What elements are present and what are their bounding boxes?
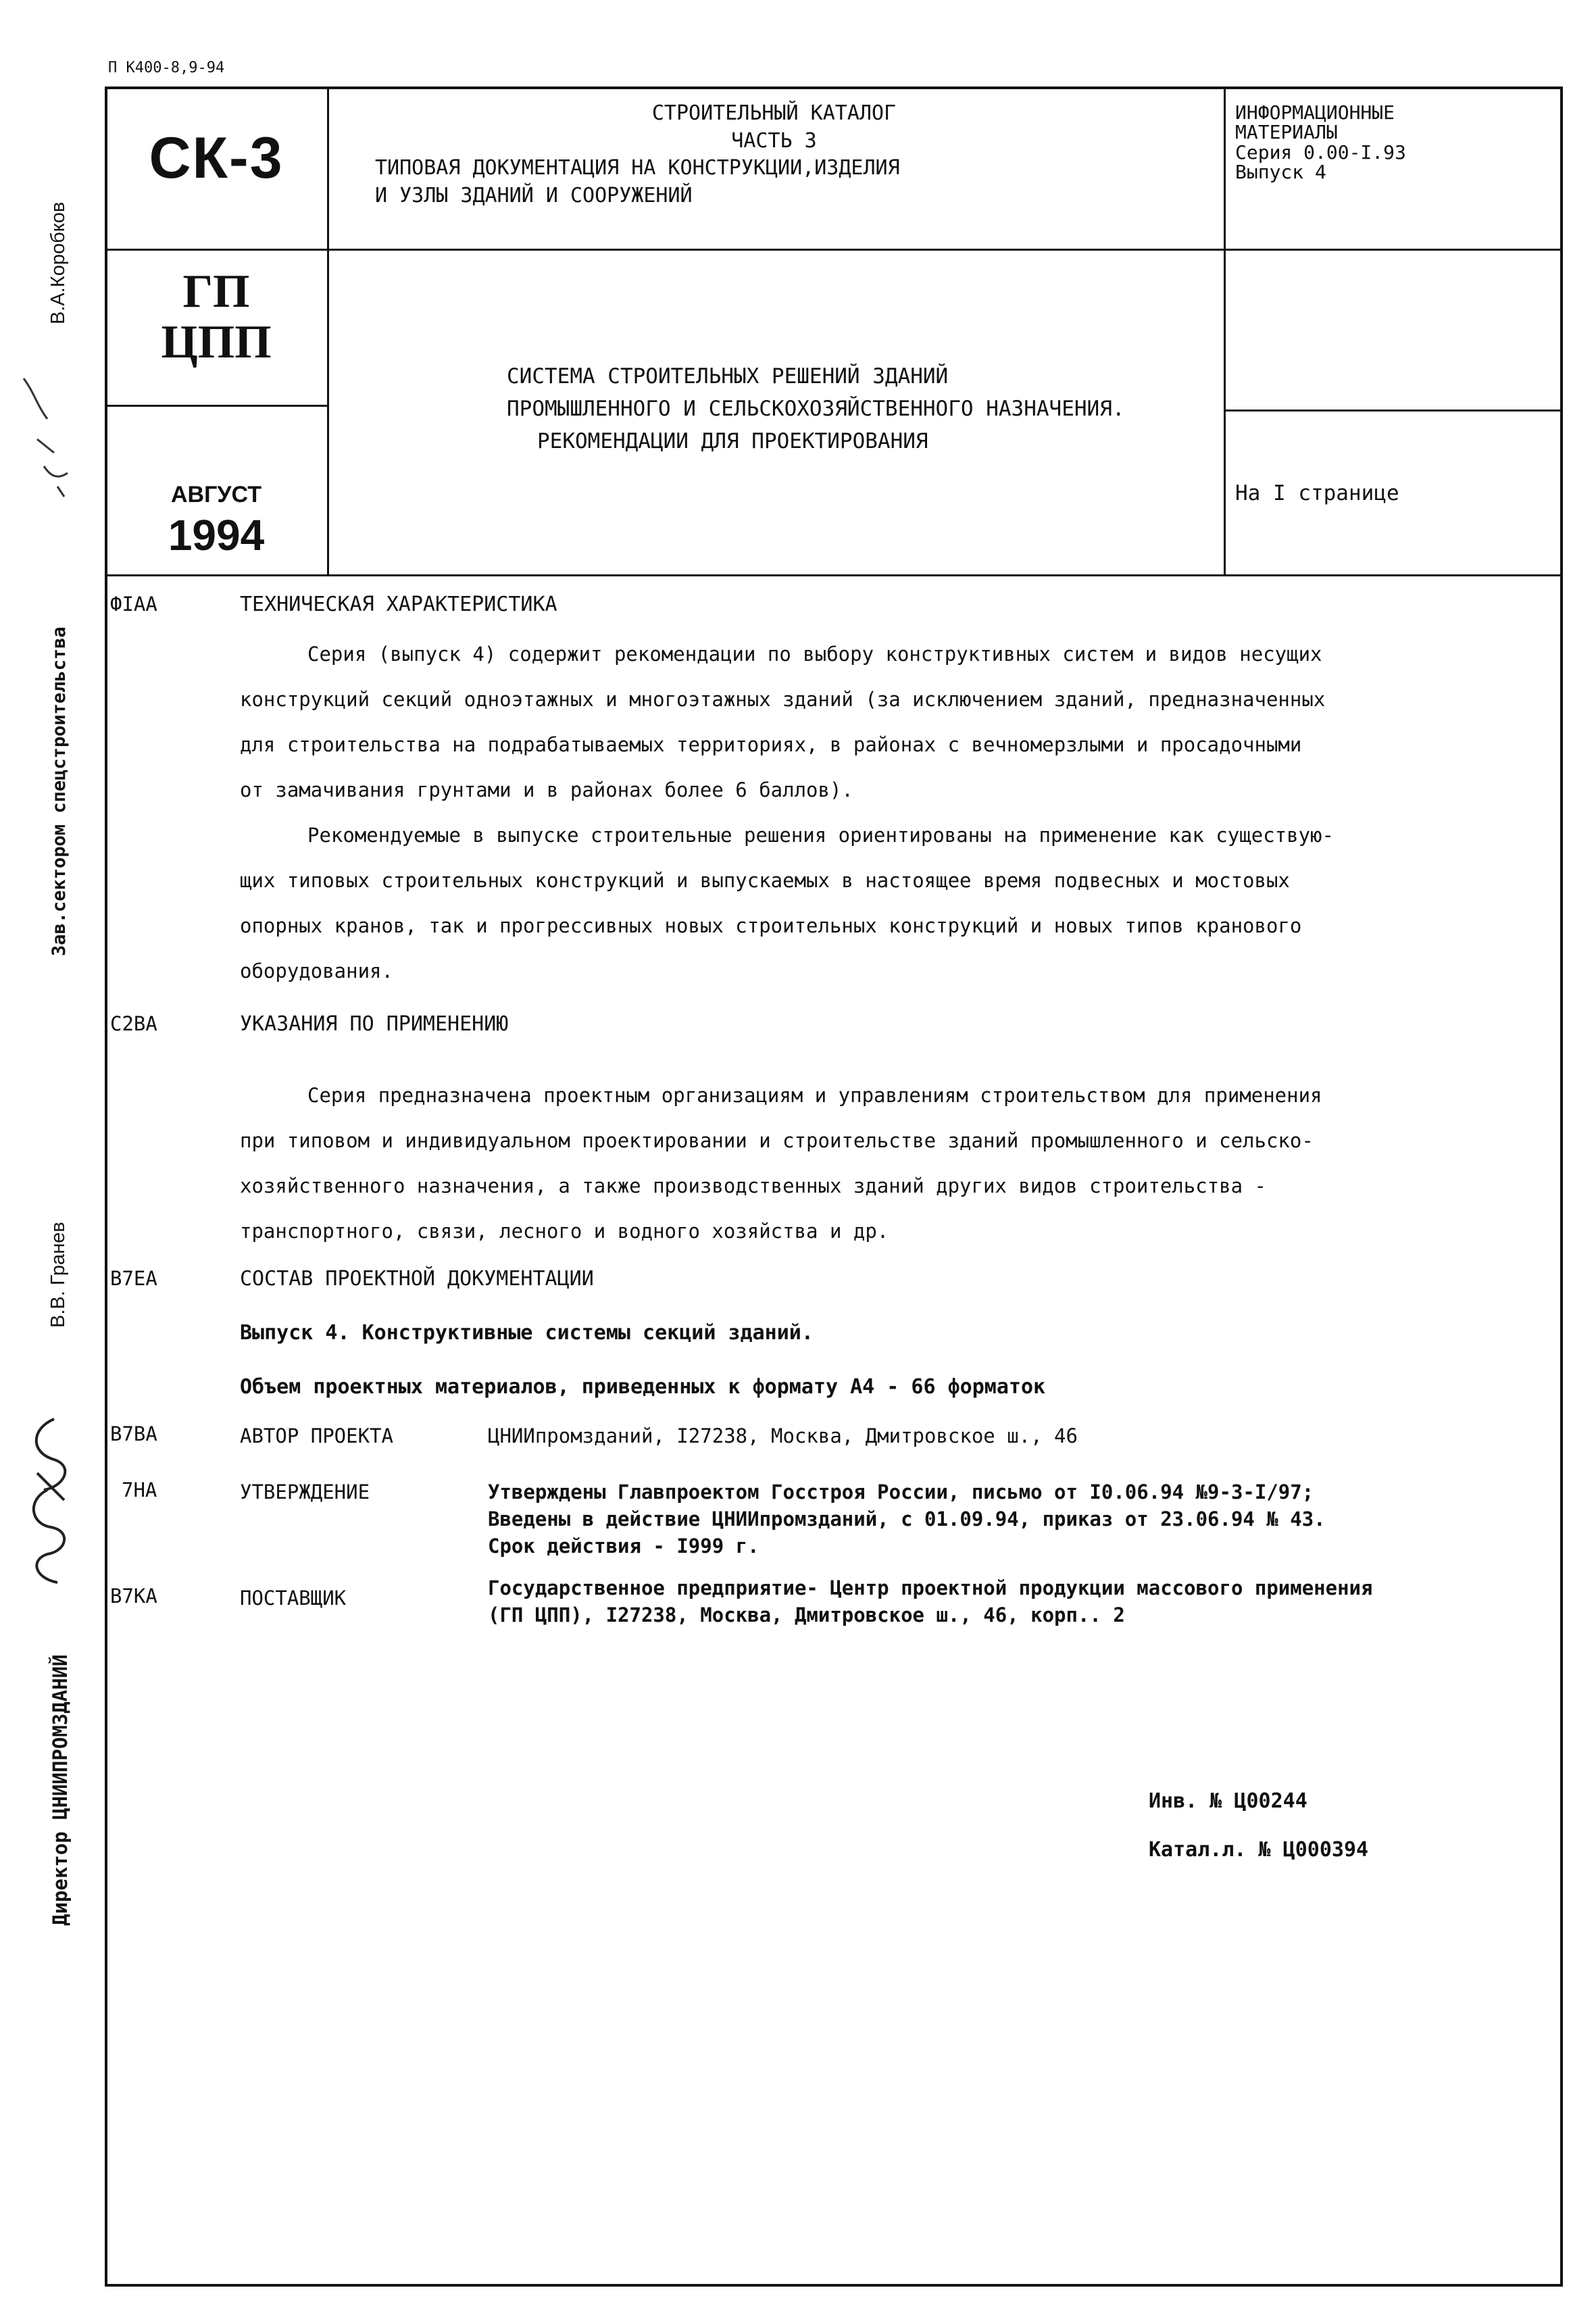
- paragraph: [240, 1073, 1557, 1254]
- supplier-line: (ГП ЦПП), I27238, Москва, Дмитровское ш., 46, корп.. 2: [488, 1603, 1125, 1626]
- text-line: при типовом и индивидуальном проектировании и строительстве зданий промышленного и сельско-: [240, 1129, 1314, 1152]
- approval-line: Введены в действие ЦНИИпромзданий, с 01.09.94, приказ от 23.06.94 № 43.: [488, 1508, 1326, 1530]
- approval-label: УТВЕРЖДЕНИЕ: [240, 1480, 370, 1503]
- series-number: Серия 0.00-I.93: [1235, 141, 1406, 164]
- margin-name-granev: В.В. Гранев: [47, 1222, 69, 1328]
- margin-name-korobkov: В.А.Коробков: [47, 201, 69, 324]
- title-line: ПРОМЫШЛЕННОГО И СЕЛЬСКОХОЗЯЙСТВЕННОГО НАЗНАЧЕНИЯ.: [507, 397, 1125, 422]
- page-count: На I странице: [1235, 481, 1399, 505]
- org-abbrev: ГП: [182, 266, 250, 318]
- month: АВГУСТ: [170, 482, 261, 507]
- supplier-label: ПОСТАВЩИК: [240, 1587, 347, 1610]
- author-value: ЦНИИпромзданий, I27238, Москва, Дмитровское ш., 46: [488, 1424, 1078, 1447]
- section-code: В7КА: [110, 1585, 157, 1608]
- info-line: МАТЕРИАЛЫ: [1235, 121, 1338, 144]
- divider: [327, 89, 329, 574]
- section-code: В7ЕА: [110, 1267, 157, 1290]
- title-line: РЕКОМЕНДАЦИИ ДЛЯ ПРОЕКТИРОВАНИЯ: [537, 429, 928, 454]
- document-code: П К400-8,9-94: [108, 59, 225, 76]
- catalog-line: ТИПОВАЯ ДОКУМЕНТАЦИЯ НА КОНСТРУКЦИИ,ИЗДЕЛИЯ: [375, 156, 900, 180]
- author-label: АВТОР ПРОЕКТА: [240, 1424, 393, 1447]
- info-line: ИНФОРМАЦИОННЫЕ: [1235, 101, 1395, 124]
- section-heading: ТЕХНИЧЕСКАЯ ХАРАКТЕРИСТИКА: [240, 593, 557, 616]
- text-line: для строительства на подрабатываемых территориях, в районах с вечномерзлыми и просадочными: [240, 733, 1302, 756]
- signature-korobkov: [17, 365, 74, 500]
- text-line: конструкций секций одноэтажных и многоэтажных зданий (за исключением зданий, предназначенных: [240, 688, 1326, 711]
- catalog-subheader: [375, 155, 900, 209]
- text-line: транспортного, связи, лесного и водного хозяйства и др.: [240, 1220, 889, 1243]
- text-line: оборудования.: [240, 960, 393, 982]
- section-code: ФIАА: [110, 593, 157, 616]
- volume-line: Объем проектных материалов, приведенных к формату А4 - 66 форматок: [240, 1375, 1046, 1399]
- catalog-sheet-number: Катал.л. № Ц000394: [1149, 1838, 1369, 1862]
- issue-number: Выпуск 4: [1235, 161, 1326, 184]
- title-line: СИСТЕМА СТРОИТЕЛЬНЫХ РЕШЕНИЙ ЗДАНИЙ: [507, 364, 949, 389]
- text-line: Серия (выпуск 4) содержит рекомендации по выбору конструктивных систем и видов несущих: [307, 643, 1322, 666]
- text-line: щих типовых строительных конструкций и выпускаемых в настоящее время подвесных и мостовых: [240, 869, 1290, 892]
- catalog-header: [326, 100, 1222, 155]
- text-line: хозяйственного назначения, а также производственных зданий других видов строительства -: [240, 1174, 1266, 1197]
- supplier-line: Государственное предприятие- Центр проектной продукции массового применения: [488, 1576, 1373, 1599]
- issue-line: Выпуск 4. Конструктивные системы секций зданий.: [240, 1321, 814, 1345]
- approval-line: Утверждены Главпроектом Госстроя России, письмо от I0.06.94 №9-3-I/97;: [488, 1480, 1314, 1503]
- text-line: Серия предназначена проектным организациям и управлениям строительством для применения: [307, 1084, 1322, 1107]
- section-code: С2ВА: [110, 1012, 157, 1035]
- section-heading: УКАЗАНИЯ ПО ПРИМЕНЕНИЮ: [240, 1012, 509, 1036]
- year: 1994: [168, 511, 265, 559]
- divider: [1224, 89, 1226, 574]
- document-title: [507, 360, 1125, 457]
- catalog-line: ЧАСТЬ 3: [731, 128, 817, 153]
- text-line: Рекомендуемые в выпуске строительные решения ориентированы на применение как существую-: [307, 824, 1334, 847]
- section-code: 7НА: [122, 1478, 157, 1501]
- signature-granev: [17, 1405, 78, 1595]
- section-heading: СОСТАВ ПРОЕКТНОЙ ДОКУМЕНТАЦИИ: [240, 1267, 594, 1291]
- divider: [1224, 409, 1562, 412]
- org-abbrev: ЦПП: [161, 316, 272, 368]
- info-materials: [1235, 103, 1406, 182]
- paragraph: [240, 632, 1557, 994]
- divider: [107, 249, 1562, 251]
- catalog-line: И УЗЛЫ ЗДАНИЙ И СООРУЖЕНИЙ: [375, 183, 693, 207]
- divider: [107, 405, 327, 407]
- divider: [107, 574, 1562, 576]
- margin-role-director: Директор ЦНИИПРОМЗДАНИЙ: [49, 1654, 72, 1926]
- text-line: опорных кранов, так и прогрессивных новых строительных конструкций и новых типов кранового: [240, 914, 1302, 937]
- catalog-code: СК-3: [149, 126, 284, 191]
- approval-value: [488, 1478, 1562, 1560]
- margin-role-sector-head: Зав.сектором спецстроительства: [49, 626, 70, 956]
- catalog-line: СТРОИТЕЛЬНЫЙ КАТАЛОГ: [651, 101, 897, 125]
- inventory-number: Инв. № Ц00244: [1149, 1789, 1307, 1813]
- text-line: от замачивания грунтами и в районах более 6 баллов).: [240, 778, 853, 801]
- supplier-value: [488, 1574, 1562, 1628]
- approval-line: Срок действия - I999 г.: [488, 1535, 759, 1558]
- section-code: В7ВА: [110, 1422, 157, 1445]
